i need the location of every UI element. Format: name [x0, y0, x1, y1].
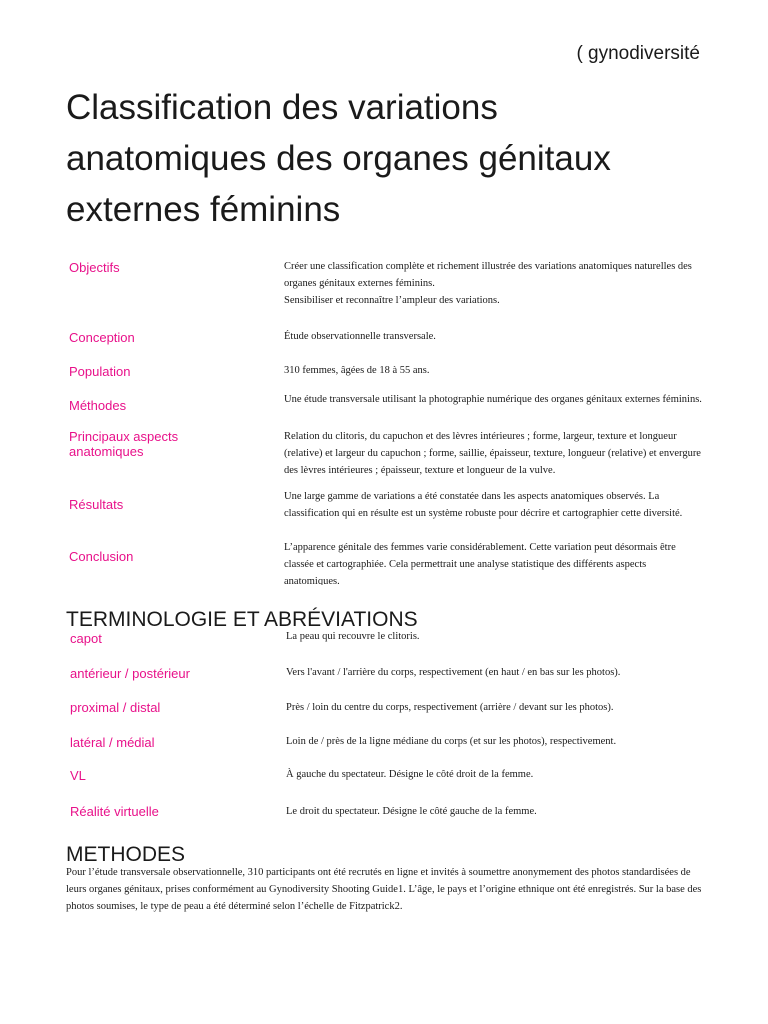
- term-definition-proximal-distal: Près / loin du centre du corps, respectivement (arrière / devant sur les photos).: [286, 702, 614, 713]
- summary-value-conclusion: L’apparence génitale des femmes varie considérablement. Cette variation peut désormais être classée et cartographiée. Cela permettrait une analyse statistique des différents aspects anatomiques.: [284, 542, 676, 585]
- term-definition-vl: À gauche du spectateur. Désigne le côté droit de la femme.: [286, 769, 534, 780]
- summary-label-methodes: Méthodes: [69, 398, 127, 413]
- term-lateral-medial: latéral / médial: [70, 735, 155, 750]
- terminology-heading: TERMINOLOGIE ET ABRÉVIATIONS: [66, 608, 418, 631]
- summary-value-population: 310 femmes, âgées de 18 à 55 ans.: [284, 365, 430, 376]
- term-capot: capot: [70, 631, 102, 646]
- summary-label-conclusion: Conclusion: [69, 549, 134, 564]
- summary-value-methodes: Une étude transversale utilisant la photographie numérique des organes génitaux externes féminins.: [284, 394, 702, 405]
- term-definition-anterieur-posterieur: Vers l'avant / l'arrière du corps, respectivement (en haut / en bas sur les photos).: [286, 667, 621, 678]
- term-definition-realite-virtuelle: Le droit du spectateur. Désigne le côté gauche de la femme.: [286, 806, 537, 817]
- term-definition-capot: La peau qui recouvre le clitoris.: [286, 631, 420, 642]
- methods-paragraph: Pour l’étude transversale observationnelle, 310 participants ont été recrutés en ligne et invités à soumettre anonymement des photos standardisées de leurs organes génitaux, prises conformément au Gynodiversity Shooting Guide1. L’âge, le pays et l’origine ethnique ont été enregistrés. Sur la base des photos soumises, le type de peau a été déterminé selon l’échelle de Fitzpatrick2.: [66, 867, 702, 912]
- summary-label-principaux-aspects: Principaux aspects anatomiques: [69, 429, 179, 459]
- term-realite-virtuelle: Réalité virtuelle: [70, 804, 159, 819]
- term-vl: VL: [70, 768, 86, 783]
- summary-label-resultats: Résultats: [69, 497, 124, 512]
- summary-value-resultats: Une large gamme de variations a été constatée dans les aspects anatomiques observés. La classification qui en résulte est un système robuste pour décrire et cartographier cette diversité.: [284, 491, 683, 519]
- summary-label-population: Population: [69, 364, 131, 379]
- summary-label-objectifs: Objectifs: [69, 260, 120, 275]
- summary-value-principaux-aspects: Relation du clitoris, du capuchon et des lèvres intérieures ; forme, largeur, texture et longueur (relative) et largeur du capuchon ; forme, saillie, épaisseur, texture, longueur (relative) et envergure des lèvres intérieures ; épaisseur, texture et longueur de la vulve.: [284, 431, 701, 476]
- term-anterieur-posterieur: antérieur / postérieur: [70, 666, 190, 681]
- term-proximal-distal: proximal / distal: [70, 700, 161, 715]
- methods-heading: METHODES: [66, 843, 186, 866]
- summary-value-objectifs: Créer une classification complète et richement illustrée des variations anatomiques naturelles des organes génitaux externes féminins. Sensibiliser et reconnaître l’ampleur des variations.: [284, 261, 692, 306]
- term-definition-lateral-medial: Loin de / près de la ligne médiane du corps (et sur les photos), respectivement.: [286, 736, 617, 747]
- page-title: Classification des variations anatomiques des organes génitaux externes féminins: [66, 88, 611, 229]
- summary-label-conception: Conception: [69, 330, 135, 345]
- summary-value-conception: Étude observationnelle transversale.: [284, 331, 436, 342]
- brand-logo-text: ( gynodiversité: [576, 43, 700, 64]
